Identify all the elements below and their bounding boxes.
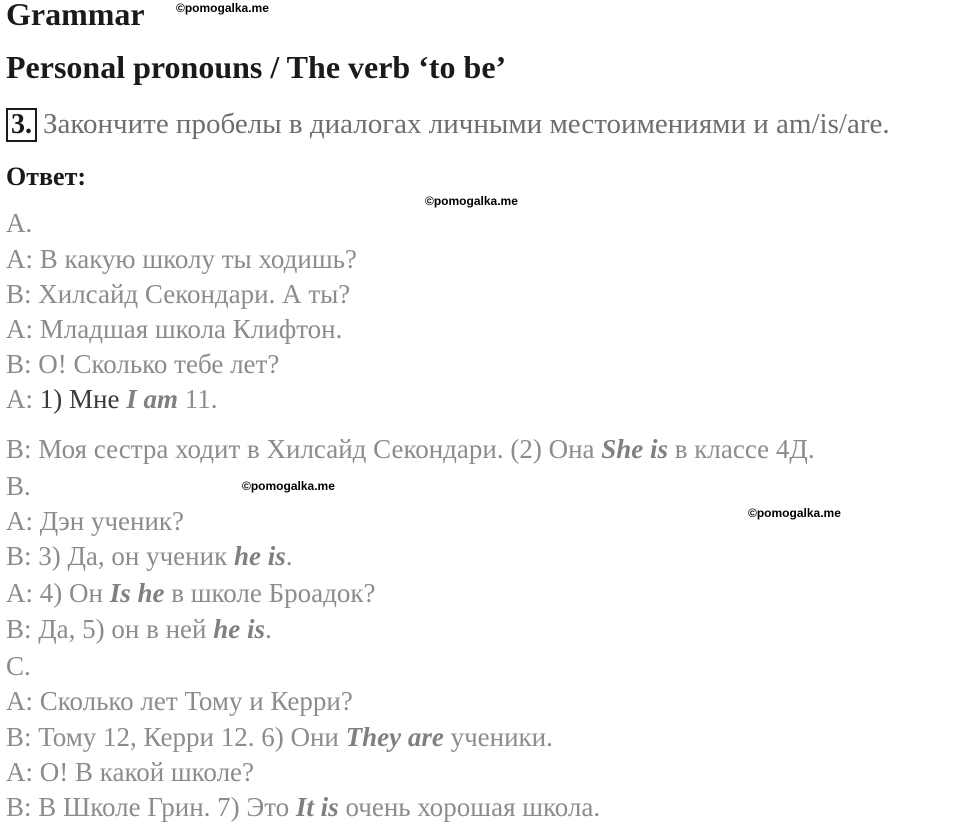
dialogue-line xyxy=(6,434,815,465)
dialogue-line xyxy=(6,541,292,572)
dialogue-line xyxy=(6,757,254,788)
line-text: А: Младшая школа Клифтон. xyxy=(6,314,343,344)
dialogue-line xyxy=(6,471,31,502)
line-text: 11. xyxy=(177,384,218,414)
answer-label: Ответ: xyxy=(6,162,87,191)
line-text: . xyxy=(265,614,272,644)
line-text: А: 4) Он xyxy=(6,578,110,608)
task-instruction xyxy=(6,108,890,142)
answer-fill: Is he xyxy=(109,578,165,608)
watermark: ©pomogalka.me xyxy=(748,506,841,520)
dialogue-line xyxy=(6,686,353,717)
line-text: 1) Мне xyxy=(39,384,127,414)
line-text: А: xyxy=(6,384,40,414)
dialogue-line xyxy=(6,244,357,275)
dialogue-line xyxy=(6,279,350,310)
line-text: В: О! Сколько тебе лет? xyxy=(6,349,280,379)
watermark: ©pomogalka.me xyxy=(425,194,518,208)
line-text: В: Хилсайд Секондари. А ты? xyxy=(6,279,351,309)
line-text: очень хорошая школа. xyxy=(338,792,601,822)
answer-fill: I am xyxy=(126,384,178,414)
dialogue-line xyxy=(6,349,279,380)
watermark: ©pomogalka.me xyxy=(242,479,335,493)
line-text: В: Тому 12, Керри 12. 6) Они xyxy=(6,722,346,752)
watermark: ©pomogalka.me xyxy=(176,1,269,15)
line-text: А: Дэн ученик? xyxy=(6,506,185,536)
answer-fill: he is xyxy=(233,541,286,571)
answer-fill: She is xyxy=(601,434,669,464)
dialogue-line xyxy=(6,651,31,682)
line-text: А. xyxy=(6,208,33,238)
line-text: А: Сколько лет Тому и Керри? xyxy=(6,686,353,716)
page-title: Grammar xyxy=(6,0,145,32)
line-text: В. xyxy=(6,471,31,501)
dialogue-line xyxy=(6,722,553,753)
answer-fill: They are xyxy=(345,722,444,752)
section-title: Personal pronouns / The verb ‘to be’ xyxy=(6,49,507,85)
task-number: 3. xyxy=(6,108,37,142)
line-text: В: Моя сестра ходит в Хилсайд Секондари. (2) Она xyxy=(6,434,602,464)
answer-fill: he is xyxy=(213,614,265,644)
line-text: В: В Школе Грин. 7) Это xyxy=(6,792,296,822)
dialogue-line xyxy=(6,578,375,609)
line-text: в школе Броадок? xyxy=(164,578,376,608)
dialogue-line xyxy=(6,314,342,345)
dialogue-line xyxy=(6,506,184,537)
line-text: ученики. xyxy=(443,722,553,752)
line-text: А: В какую школу ты ходишь? xyxy=(6,244,357,274)
line-text: . xyxy=(285,541,293,571)
dialogue-line xyxy=(6,614,272,645)
dialogue-line xyxy=(6,384,217,415)
line-text: А: О! В какой школе? xyxy=(6,757,255,787)
task-text: Закончите пробелы в диалогах личными местоимениями и am/is/are. xyxy=(43,108,890,140)
answer-fill: It is xyxy=(295,792,339,822)
line-text: в классе 4Д. xyxy=(668,434,815,464)
line-text: В: 3) Да, он ученик xyxy=(6,541,234,571)
line-text: В: Да, 5) он в ней xyxy=(6,614,214,644)
dialogue-line xyxy=(6,792,600,823)
dialogue-line xyxy=(6,208,32,239)
line-text: С. xyxy=(6,651,31,681)
